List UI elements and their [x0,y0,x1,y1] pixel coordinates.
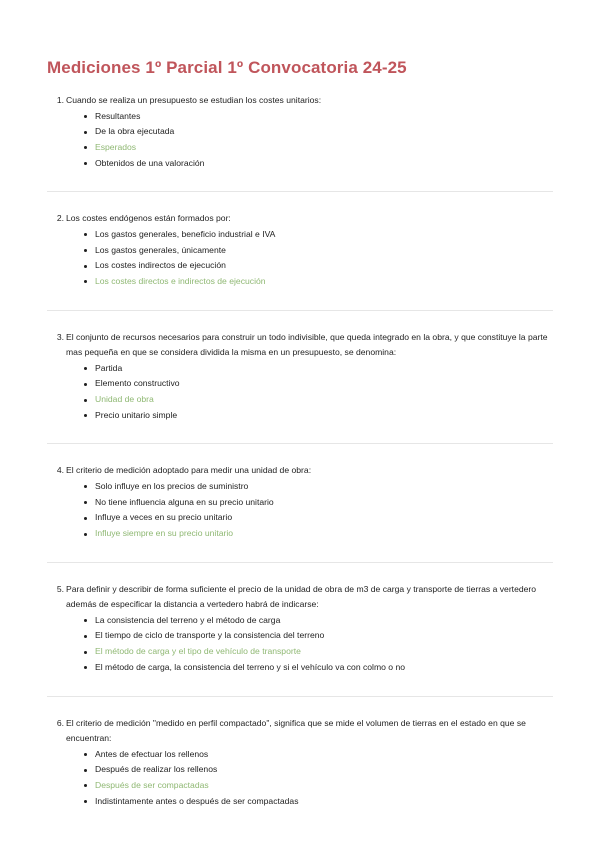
question-number: 3. [56,331,64,342]
question-body [66,582,553,676]
answer-option-correct: Influye siempre en su precio unitario [82,526,550,542]
question-text: El criterio de medición "medido en perfil compactado", significa que se mide el volumen de tierras en el estado en que se encuentran: [66,717,526,744]
question-item [47,463,553,541]
question-body [66,93,553,171]
answer-option-correct: Después de ser compactadas [82,778,550,794]
question-item [47,716,553,810]
answer-option: Los gastos generales, únicamente [82,243,550,259]
question-number: 5. [56,583,64,594]
answer-option: Elemento constructivo [82,376,550,392]
question-number: 2. [56,213,64,224]
question-text: El criterio de medición adoptado para medir una unidad de obra: [66,465,312,476]
question-number: 1. [56,95,64,105]
question-text: Los costes endógenos están formados por: [66,213,231,224]
question-item [47,211,553,289]
answer-options [66,479,550,542]
answer-option: No tiene influencia alguna en su precio unitario [82,495,550,511]
answer-option: Obtenidos de una valoración [82,156,550,172]
question-item [47,93,553,171]
answer-option: Los costes indirectos de ejecución [82,258,550,274]
question-number: 4. [56,465,64,476]
question-separator [47,310,553,311]
answer-option: El tiempo de ciclo de transporte y la consistencia del terreno [82,628,550,644]
question-list [47,93,553,809]
answer-option: Solo influye en los precios de suministro [82,479,550,495]
question-item [47,330,553,424]
answer-options [66,109,550,172]
question-body [66,330,553,424]
answer-option: Antes de efectuar los rellenos [82,747,550,763]
answer-options [66,361,550,424]
answer-options [66,613,550,676]
page-title: Mediciones 1º Parcial 1º Convocatoria 24-25 [47,58,407,77]
answer-option-correct: Esperados [82,140,550,156]
answer-option: Los gastos generales, beneficio industrial e IVA [82,227,550,243]
answer-option: Influye a veces en su precio unitario [82,510,550,526]
answer-option: De la obra ejecutada [82,124,550,140]
answer-option: Precio unitario simple [82,408,550,424]
question-number: 6. [56,717,64,728]
answer-option-correct: Unidad de obra [82,392,550,408]
answer-options [66,227,550,290]
question-separator [47,191,553,192]
question-separator [47,443,553,444]
answer-option-correct: Los costes directos e indirectos de ejecución [82,274,550,290]
question-separator [47,696,553,697]
answer-option: Resultantes [82,109,550,125]
answer-option: Indistintamente antes o después de ser compactadas [82,794,550,810]
question-text: Cuando se realiza un presupuesto se estudian los costes unitarios: [66,95,322,105]
question-body [66,463,553,541]
question-item [47,582,553,676]
answer-option-correct: El método de carga y el tipo de vehículo de transporte [82,644,550,660]
answer-options [66,747,550,810]
question-body [66,716,553,810]
answer-option: Partida [82,361,550,377]
question-separator [47,562,553,563]
answer-option: Después de realizar los rellenos [82,762,550,778]
question-body [66,211,553,289]
answer-option: La consistencia del terreno y el método de carga [82,613,550,629]
question-text: El conjunto de recursos necesarios para construir un todo indivisible, que queda integrado en la obra, y que constituye la parte mas pequeña en que se considera dividida la misma en un presupuesto, se denomina: [66,331,548,358]
answer-option: El método de carga, la consistencia del terreno y si el vehículo va con colmo o no [82,660,550,676]
question-text: Para definir y describir de forma suficiente el precio de la unidad de obra de m3 de carga y transporte de tierras a vertedero además de especificar la distancia a vertedero habrá de indicarse: [66,583,537,610]
